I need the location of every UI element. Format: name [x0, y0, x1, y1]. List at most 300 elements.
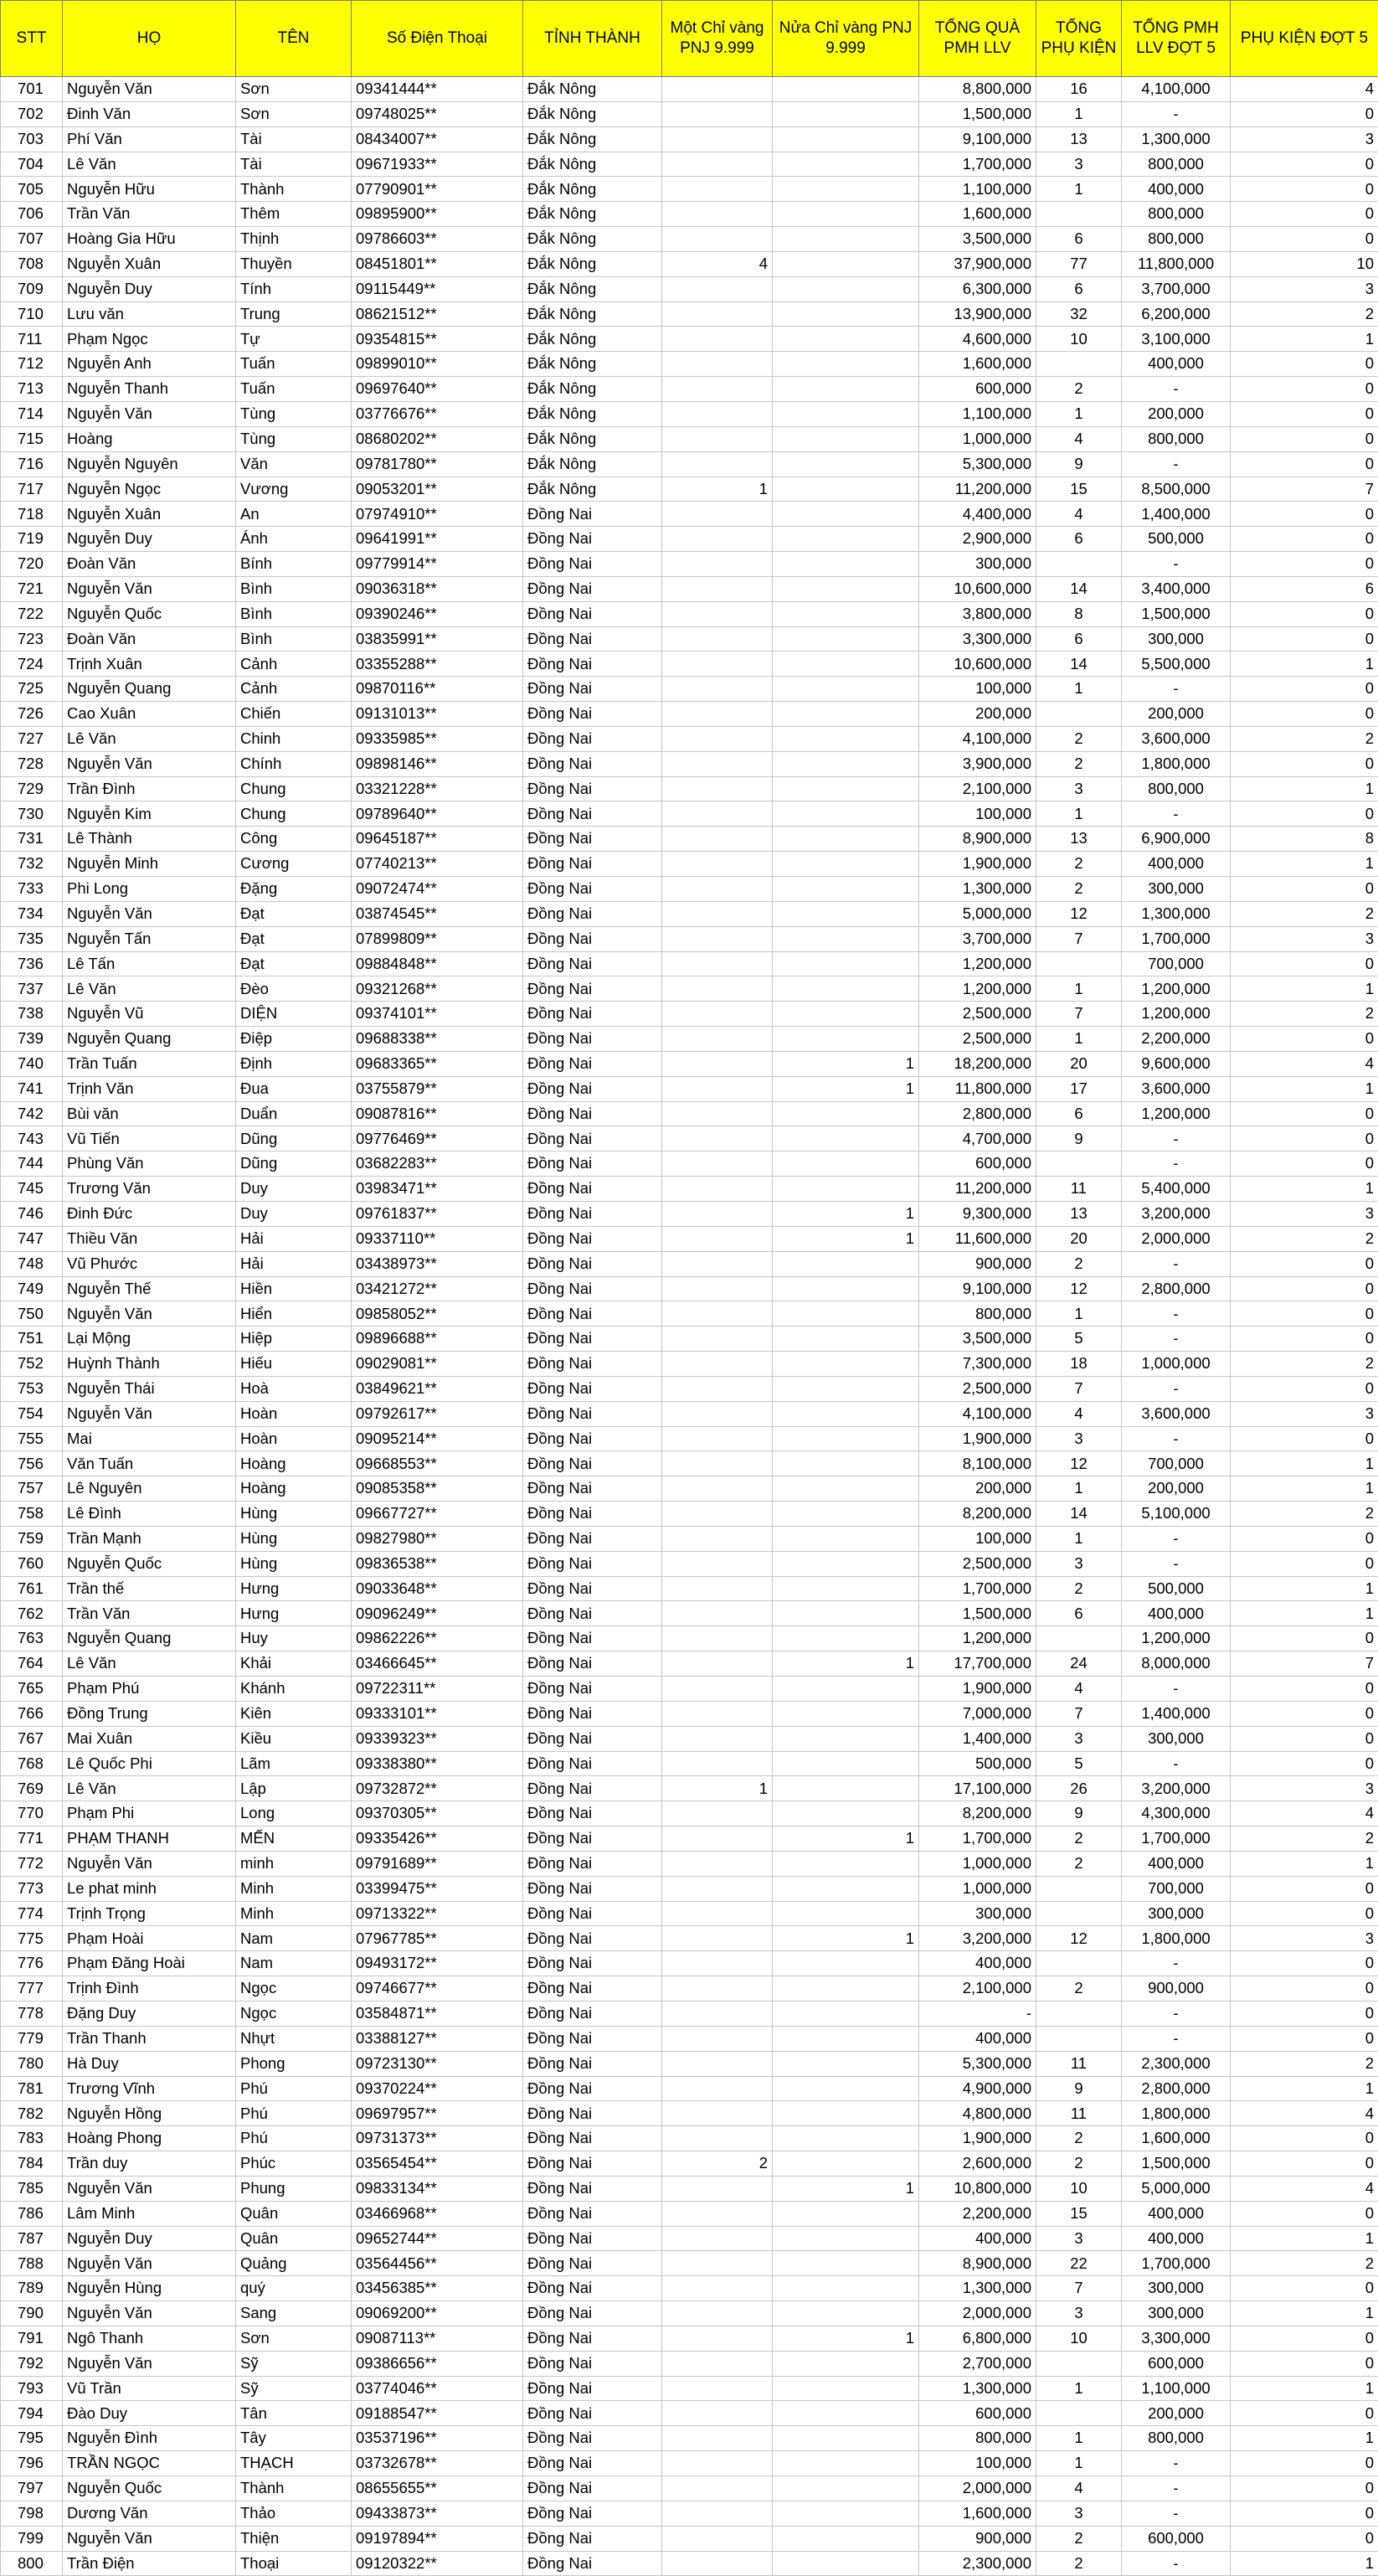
- cell-stt[interactable]: 770: [1, 1801, 63, 1826]
- cell-voucher-round5[interactable]: 1,300,000: [1122, 901, 1231, 926]
- cell-phone[interactable]: 09321268**: [352, 976, 523, 1002]
- cell-accessories-round5[interactable]: 0: [1231, 1901, 1378, 1926]
- cell-ho[interactable]: Văn Tuấn: [63, 1451, 236, 1476]
- cell-total-voucher[interactable]: 10,800,000: [919, 2176, 1036, 2201]
- cell-province[interactable]: Đồng Nai: [523, 1801, 662, 1826]
- cell-total-accessories[interactable]: 20: [1036, 1226, 1122, 1251]
- cell-ten[interactable]: Hiền: [236, 1276, 352, 1301]
- cell-half-chi-gold[interactable]: [773, 1502, 919, 1527]
- cell-phone[interactable]: 09667727**: [352, 1502, 523, 1527]
- cell-voucher-round5[interactable]: 6,900,000: [1122, 827, 1231, 852]
- cell-accessories-round5[interactable]: 0: [1231, 2151, 1378, 2177]
- cell-ten[interactable]: Chung: [236, 776, 352, 801]
- cell-phone[interactable]: 09761837**: [352, 1201, 523, 1226]
- cell-half-chi-gold[interactable]: [773, 951, 919, 976]
- cell-one-chi-gold[interactable]: [662, 2176, 773, 2201]
- cell-total-accessories[interactable]: 4: [1036, 426, 1122, 451]
- cell-accessories-round5[interactable]: 2: [1231, 1352, 1378, 1377]
- cell-accessories-round5[interactable]: 4: [1231, 1801, 1378, 1826]
- cell-total-accessories[interactable]: 77: [1036, 251, 1122, 276]
- cell-phone[interactable]: 09827980**: [352, 1526, 523, 1551]
- cell-accessories-round5[interactable]: 0: [1231, 1626, 1378, 1651]
- cell-phone[interactable]: 09095214**: [352, 1426, 523, 1451]
- header-ten[interactable]: TÊN: [236, 1, 352, 77]
- cell-one-chi-gold[interactable]: [662, 2276, 773, 2301]
- cell-one-chi-gold[interactable]: [662, 877, 773, 902]
- cell-stt[interactable]: 759: [1, 1526, 63, 1551]
- cell-half-chi-gold[interactable]: [773, 1177, 919, 1202]
- cell-ho[interactable]: Nguyễn Văn: [63, 1401, 236, 1426]
- cell-one-chi-gold[interactable]: [662, 2126, 773, 2151]
- cell-ho[interactable]: Nguyễn Văn: [63, 1851, 236, 1876]
- cell-total-voucher[interactable]: 2,500,000: [919, 1002, 1036, 1027]
- cell-phone[interactable]: 09096249**: [352, 1601, 523, 1626]
- cell-total-accessories[interactable]: 6: [1036, 227, 1122, 252]
- cell-accessories-round5[interactable]: 0: [1231, 1251, 1378, 1276]
- cell-half-chi-gold[interactable]: [773, 377, 919, 402]
- cell-total-voucher[interactable]: 1,900,000: [919, 1677, 1036, 1702]
- cell-total-voucher[interactable]: 1,500,000: [919, 1601, 1036, 1626]
- cell-ho[interactable]: Phùng Văn: [63, 1151, 236, 1177]
- cell-voucher-round5[interactable]: 800,000: [1122, 227, 1231, 252]
- cell-accessories-round5[interactable]: 6: [1231, 576, 1378, 601]
- cell-total-voucher[interactable]: 400,000: [919, 2026, 1036, 2051]
- cell-phone[interactable]: 03584871**: [352, 2001, 523, 2026]
- cell-one-chi-gold[interactable]: [662, 2401, 773, 2426]
- cell-accessories-round5[interactable]: 0: [1231, 1951, 1378, 1976]
- cell-province[interactable]: Đồng Nai: [523, 2351, 662, 2376]
- cell-total-voucher[interactable]: 200,000: [919, 1476, 1036, 1502]
- cell-ho[interactable]: Trần Mạnh: [63, 1526, 236, 1551]
- cell-stt[interactable]: 744: [1, 1151, 63, 1177]
- cell-half-chi-gold[interactable]: [773, 477, 919, 502]
- cell-one-chi-gold[interactable]: 2: [662, 2151, 773, 2177]
- cell-phone[interactable]: 09671933**: [352, 152, 523, 177]
- cell-voucher-round5[interactable]: 5,100,000: [1122, 1502, 1231, 1527]
- cell-phone[interactable]: 09697957**: [352, 2101, 523, 2126]
- cell-ho[interactable]: Lê Văn: [63, 1776, 236, 1801]
- cell-province[interactable]: Đắk Nông: [523, 401, 662, 426]
- cell-half-chi-gold[interactable]: [773, 301, 919, 327]
- cell-province[interactable]: Đồng Nai: [523, 1002, 662, 1027]
- cell-total-voucher[interactable]: 1,700,000: [919, 1576, 1036, 1601]
- cell-ten[interactable]: Khánh: [236, 1677, 352, 1702]
- cell-accessories-round5[interactable]: 7: [1231, 477, 1378, 502]
- cell-total-accessories[interactable]: [1036, 1876, 1122, 1901]
- cell-voucher-round5[interactable]: 5,000,000: [1122, 2176, 1231, 2201]
- cell-ho[interactable]: Nguyễn Văn: [63, 2251, 236, 2276]
- cell-voucher-round5[interactable]: 300,000: [1122, 2301, 1231, 2326]
- cell-one-chi-gold[interactable]: [662, 1826, 773, 1852]
- cell-ho[interactable]: Nguyễn Quang: [63, 1027, 236, 1052]
- cell-province[interactable]: Đồng Nai: [523, 2001, 662, 2026]
- cell-stt[interactable]: 721: [1, 576, 63, 601]
- header-total-voucher[interactable]: TỔNG QUÀ PMH LLV: [919, 1, 1036, 77]
- cell-ho[interactable]: Nguyễn Văn: [63, 901, 236, 926]
- cell-half-chi-gold[interactable]: [773, 877, 919, 902]
- cell-ten[interactable]: Cảnh: [236, 677, 352, 702]
- cell-total-accessories[interactable]: [1036, 1151, 1122, 1177]
- cell-phone[interactable]: 03849621**: [352, 1376, 523, 1401]
- cell-stt[interactable]: 709: [1, 276, 63, 301]
- cell-province[interactable]: Đồng Nai: [523, 1126, 662, 1151]
- cell-voucher-round5[interactable]: 300,000: [1122, 1901, 1231, 1926]
- cell-half-chi-gold[interactable]: [773, 352, 919, 377]
- cell-one-chi-gold[interactable]: [662, 77, 773, 102]
- cell-total-voucher[interactable]: 2,500,000: [919, 1551, 1036, 1576]
- cell-phone[interactable]: 09120322**: [352, 2551, 523, 2576]
- cell-ho[interactable]: Nguyễn Văn: [63, 2176, 236, 2201]
- cell-voucher-round5[interactable]: 800,000: [1122, 2426, 1231, 2451]
- cell-voucher-round5[interactable]: 4,100,000: [1122, 77, 1231, 102]
- cell-voucher-round5[interactable]: 3,600,000: [1122, 1401, 1231, 1426]
- cell-ten[interactable]: Bình: [236, 626, 352, 652]
- cell-province[interactable]: Đồng Nai: [523, 2201, 662, 2226]
- cell-one-chi-gold[interactable]: [662, 2376, 773, 2401]
- cell-total-accessories[interactable]: 20: [1036, 1051, 1122, 1076]
- cell-half-chi-gold[interactable]: [773, 2101, 919, 2126]
- cell-total-voucher[interactable]: 13,900,000: [919, 301, 1036, 327]
- cell-stt[interactable]: 793: [1, 2376, 63, 2401]
- cell-phone[interactable]: 03466645**: [352, 1651, 523, 1677]
- cell-ho[interactable]: Lê Văn: [63, 152, 236, 177]
- cell-one-chi-gold[interactable]: [662, 2251, 773, 2276]
- cell-half-chi-gold[interactable]: [773, 852, 919, 877]
- cell-ten[interactable]: Phú: [236, 2101, 352, 2126]
- cell-ten[interactable]: Tây: [236, 2426, 352, 2451]
- cell-total-accessories[interactable]: 1: [1036, 1301, 1122, 1327]
- cell-half-chi-gold[interactable]: [773, 1352, 919, 1377]
- cell-ten[interactable]: Đạt: [236, 901, 352, 926]
- cell-ten[interactable]: Nam: [236, 1926, 352, 1951]
- cell-province[interactable]: Đồng Nai: [523, 1651, 662, 1677]
- cell-stt[interactable]: 740: [1, 1051, 63, 1076]
- cell-total-voucher[interactable]: 800,000: [919, 1301, 1036, 1327]
- cell-accessories-round5[interactable]: 0: [1231, 1677, 1378, 1702]
- cell-accessories-round5[interactable]: 0: [1231, 1101, 1378, 1126]
- cell-half-chi-gold[interactable]: [773, 2276, 919, 2301]
- cell-phone[interactable]: 09386656**: [352, 2351, 523, 2376]
- cell-province[interactable]: Đồng Nai: [523, 1251, 662, 1276]
- cell-one-chi-gold[interactable]: [662, 1027, 773, 1052]
- cell-stt[interactable]: 725: [1, 677, 63, 702]
- cell-accessories-round5[interactable]: 0: [1231, 2326, 1378, 2351]
- cell-province[interactable]: Đồng Nai: [523, 1751, 662, 1776]
- cell-total-accessories[interactable]: 13: [1036, 827, 1122, 852]
- cell-ten[interactable]: minh: [236, 1851, 352, 1876]
- cell-total-accessories[interactable]: 2: [1036, 1826, 1122, 1852]
- cell-phone[interactable]: 09896688**: [352, 1327, 523, 1352]
- cell-total-voucher[interactable]: 8,200,000: [919, 1502, 1036, 1527]
- cell-voucher-round5[interactable]: 3,100,000: [1122, 327, 1231, 352]
- cell-ho[interactable]: Nguyễn Hữu: [63, 177, 236, 202]
- cell-ten[interactable]: Chiến: [236, 702, 352, 727]
- cell-total-voucher[interactable]: 1,300,000: [919, 877, 1036, 902]
- cell-phone[interactable]: 09668553**: [352, 1451, 523, 1476]
- cell-province[interactable]: Đồng Nai: [523, 1352, 662, 1377]
- cell-accessories-round5[interactable]: 1: [1231, 652, 1378, 677]
- cell-total-accessories[interactable]: 7: [1036, 1002, 1122, 1027]
- cell-accessories-round5[interactable]: 4: [1231, 1051, 1378, 1076]
- cell-total-voucher[interactable]: 1,200,000: [919, 976, 1036, 1002]
- cell-phone[interactable]: 09789640**: [352, 801, 523, 827]
- cell-ho[interactable]: Trịnh Đình: [63, 1976, 236, 2002]
- cell-total-voucher[interactable]: 10,600,000: [919, 652, 1036, 677]
- cell-total-voucher[interactable]: 1,900,000: [919, 2126, 1036, 2151]
- cell-one-chi-gold[interactable]: [662, 1677, 773, 1702]
- cell-voucher-round5[interactable]: -: [1122, 1426, 1231, 1451]
- cell-ho[interactable]: Lê Văn: [63, 726, 236, 751]
- cell-province[interactable]: Đồng Nai: [523, 852, 662, 877]
- cell-half-chi-gold[interactable]: [773, 1901, 919, 1926]
- cell-ten[interactable]: Nhựt: [236, 2026, 352, 2051]
- cell-ten[interactable]: Tài: [236, 152, 352, 177]
- cell-ten[interactable]: Hiệp: [236, 1327, 352, 1352]
- cell-province[interactable]: Đồng Nai: [523, 1776, 662, 1801]
- cell-total-voucher[interactable]: 400,000: [919, 1951, 1036, 1976]
- cell-accessories-round5[interactable]: 0: [1231, 202, 1378, 227]
- cell-stt[interactable]: 792: [1, 2351, 63, 2376]
- cell-accessories-round5[interactable]: 0: [1231, 2126, 1378, 2151]
- cell-ten[interactable]: Đặng: [236, 877, 352, 902]
- header-ho[interactable]: HỌ: [63, 1, 236, 77]
- cell-accessories-round5[interactable]: 1: [1231, 2076, 1378, 2101]
- cell-voucher-round5[interactable]: 400,000: [1122, 852, 1231, 877]
- cell-stt[interactable]: 776: [1, 1951, 63, 1976]
- cell-ho[interactable]: Mai: [63, 1426, 236, 1451]
- cell-total-accessories[interactable]: 7: [1036, 2276, 1122, 2301]
- cell-accessories-round5[interactable]: 0: [1231, 2451, 1378, 2476]
- cell-ho[interactable]: Mai Xuân: [63, 1726, 236, 1751]
- cell-half-chi-gold[interactable]: 1: [773, 1826, 919, 1852]
- cell-total-accessories[interactable]: 1: [1036, 177, 1122, 202]
- cell-one-chi-gold[interactable]: [662, 1601, 773, 1626]
- cell-phone[interactable]: 09337110**: [352, 1226, 523, 1251]
- cell-voucher-round5[interactable]: 1,700,000: [1122, 2251, 1231, 2276]
- cell-phone[interactable]: 03438973**: [352, 1251, 523, 1276]
- cell-total-voucher[interactable]: 1,600,000: [919, 352, 1036, 377]
- cell-total-accessories[interactable]: [1036, 2351, 1122, 2376]
- header-half-chi-gold[interactable]: Nửa Chỉ vàng PNJ 9.999: [773, 1, 919, 77]
- cell-phone[interactable]: 09433873**: [352, 2501, 523, 2526]
- cell-phone[interactable]: 09688338**: [352, 1027, 523, 1052]
- cell-one-chi-gold[interactable]: [662, 901, 773, 926]
- cell-one-chi-gold[interactable]: [662, 426, 773, 451]
- cell-ho[interactable]: Nguyễn Đình: [63, 2426, 236, 2451]
- cell-phone[interactable]: 03564456**: [352, 2251, 523, 2276]
- cell-one-chi-gold[interactable]: [662, 1551, 773, 1576]
- cell-total-accessories[interactable]: 12: [1036, 1451, 1122, 1476]
- cell-half-chi-gold[interactable]: [773, 2051, 919, 2076]
- cell-half-chi-gold[interactable]: [773, 1151, 919, 1177]
- cell-province[interactable]: Đồng Nai: [523, 1051, 662, 1076]
- cell-one-chi-gold[interactable]: [662, 2001, 773, 2026]
- cell-one-chi-gold[interactable]: [662, 1502, 773, 1527]
- cell-ten[interactable]: Tuấn: [236, 352, 352, 377]
- cell-total-voucher[interactable]: 2,900,000: [919, 527, 1036, 552]
- cell-province[interactable]: Đồng Nai: [523, 976, 662, 1002]
- cell-total-voucher[interactable]: 600,000: [919, 2401, 1036, 2426]
- cell-stt[interactable]: 746: [1, 1201, 63, 1226]
- cell-accessories-round5[interactable]: 0: [1231, 227, 1378, 252]
- cell-total-accessories[interactable]: 12: [1036, 1926, 1122, 1951]
- cell-ho[interactable]: Nguyễn Tấn: [63, 926, 236, 951]
- cell-voucher-round5[interactable]: 3,700,000: [1122, 276, 1231, 301]
- cell-ten[interactable]: Hoà: [236, 1376, 352, 1401]
- cell-half-chi-gold[interactable]: [773, 327, 919, 352]
- cell-half-chi-gold[interactable]: [773, 152, 919, 177]
- cell-province[interactable]: Đắk Nông: [523, 276, 662, 301]
- cell-accessories-round5[interactable]: 1: [1231, 1451, 1378, 1476]
- cell-voucher-round5[interactable]: 2,800,000: [1122, 1276, 1231, 1301]
- cell-half-chi-gold[interactable]: [773, 901, 919, 926]
- cell-voucher-round5[interactable]: 1,400,000: [1122, 1701, 1231, 1726]
- cell-total-accessories[interactable]: [1036, 951, 1122, 976]
- cell-phone[interactable]: 09652744**: [352, 2226, 523, 2251]
- cell-total-voucher[interactable]: -: [919, 2001, 1036, 2026]
- cell-total-accessories[interactable]: [1036, 1951, 1122, 1976]
- cell-voucher-round5[interactable]: 700,000: [1122, 951, 1231, 976]
- cell-half-chi-gold[interactable]: [773, 1601, 919, 1626]
- cell-province[interactable]: Đồng Nai: [523, 1526, 662, 1551]
- cell-total-voucher[interactable]: 400,000: [919, 2226, 1036, 2251]
- cell-voucher-round5[interactable]: 600,000: [1122, 2526, 1231, 2551]
- cell-total-accessories[interactable]: 9: [1036, 2076, 1122, 2101]
- cell-half-chi-gold[interactable]: [773, 1327, 919, 1352]
- cell-accessories-round5[interactable]: 0: [1231, 101, 1378, 126]
- cell-accessories-round5[interactable]: 3: [1231, 1401, 1378, 1426]
- cell-stt[interactable]: 704: [1, 152, 63, 177]
- cell-ho[interactable]: Phạm Đăng Hoài: [63, 1951, 236, 1976]
- cell-voucher-round5[interactable]: 2,800,000: [1122, 2076, 1231, 2101]
- cell-total-voucher[interactable]: 4,900,000: [919, 2076, 1036, 2101]
- cell-ten[interactable]: THẠCH: [236, 2451, 352, 2476]
- cell-one-chi-gold[interactable]: [662, 1376, 773, 1401]
- cell-voucher-round5[interactable]: -: [1122, 1376, 1231, 1401]
- cell-ten[interactable]: Đạt: [236, 951, 352, 976]
- cell-ten[interactable]: Đạt: [236, 926, 352, 951]
- cell-half-chi-gold[interactable]: [773, 576, 919, 601]
- cell-voucher-round5[interactable]: 300,000: [1122, 626, 1231, 652]
- cell-ten[interactable]: Bình: [236, 576, 352, 601]
- cell-phone[interactable]: 09390246**: [352, 601, 523, 626]
- cell-half-chi-gold[interactable]: 1: [773, 2326, 919, 2351]
- cell-stt[interactable]: 751: [1, 1327, 63, 1352]
- cell-ten[interactable]: Tân: [236, 2401, 352, 2426]
- cell-total-accessories[interactable]: 5: [1036, 1751, 1122, 1776]
- cell-half-chi-gold[interactable]: [773, 101, 919, 126]
- cell-province[interactable]: Đồng Nai: [523, 1851, 662, 1876]
- cell-stt[interactable]: 800: [1, 2551, 63, 2576]
- cell-stt[interactable]: 706: [1, 202, 63, 227]
- cell-stt[interactable]: 720: [1, 552, 63, 577]
- cell-phone[interactable]: 08434007**: [352, 126, 523, 152]
- cell-accessories-round5[interactable]: 1: [1231, 2426, 1378, 2451]
- cell-half-chi-gold[interactable]: [773, 2351, 919, 2376]
- cell-stt[interactable]: 727: [1, 726, 63, 751]
- cell-phone[interactable]: 03456385**: [352, 2276, 523, 2301]
- cell-province[interactable]: Đồng Nai: [523, 677, 662, 702]
- cell-accessories-round5[interactable]: 0: [1231, 1376, 1378, 1401]
- cell-one-chi-gold[interactable]: [662, 552, 773, 577]
- cell-total-accessories[interactable]: 18: [1036, 1352, 1122, 1377]
- cell-voucher-round5[interactable]: 200,000: [1122, 401, 1231, 426]
- cell-total-voucher[interactable]: 1,000,000: [919, 1851, 1036, 1876]
- header-province[interactable]: TỈNH THÀNH: [523, 1, 662, 77]
- cell-ten[interactable]: MẾN: [236, 1826, 352, 1852]
- cell-voucher-round5[interactable]: 9,600,000: [1122, 1051, 1231, 1076]
- cell-total-voucher[interactable]: 200,000: [919, 702, 1036, 727]
- cell-voucher-round5[interactable]: 2,000,000: [1122, 1226, 1231, 1251]
- header-phone[interactable]: Số Điện Thoại: [352, 1, 523, 77]
- cell-stt[interactable]: 723: [1, 626, 63, 652]
- cell-one-chi-gold[interactable]: [662, 227, 773, 252]
- cell-total-accessories[interactable]: 3: [1036, 152, 1122, 177]
- cell-phone[interactable]: 03388127**: [352, 2026, 523, 2051]
- cell-one-chi-gold[interactable]: [662, 1626, 773, 1651]
- cell-stt[interactable]: 772: [1, 1851, 63, 1876]
- cell-half-chi-gold[interactable]: [773, 2251, 919, 2276]
- cell-stt[interactable]: 750: [1, 1301, 63, 1327]
- cell-total-accessories[interactable]: 8: [1036, 601, 1122, 626]
- cell-accessories-round5[interactable]: 4: [1231, 77, 1378, 102]
- cell-stt[interactable]: 729: [1, 776, 63, 801]
- cell-province[interactable]: Đồng Nai: [523, 1226, 662, 1251]
- cell-half-chi-gold[interactable]: [773, 2126, 919, 2151]
- cell-ho[interactable]: Đoàn Văn: [63, 626, 236, 652]
- cell-phone[interactable]: 03399475**: [352, 1876, 523, 1901]
- cell-half-chi-gold[interactable]: [773, 1551, 919, 1576]
- cell-one-chi-gold[interactable]: [662, 1751, 773, 1776]
- cell-total-accessories[interactable]: 11: [1036, 1177, 1122, 1202]
- cell-province[interactable]: Đắk Nông: [523, 202, 662, 227]
- cell-accessories-round5[interactable]: 2: [1231, 2251, 1378, 2276]
- cell-voucher-round5[interactable]: 900,000: [1122, 1976, 1231, 2002]
- cell-phone[interactable]: 09748025**: [352, 101, 523, 126]
- cell-accessories-round5[interactable]: 0: [1231, 1126, 1378, 1151]
- cell-province[interactable]: Đồng Nai: [523, 2476, 662, 2501]
- cell-province[interactable]: Đồng Nai: [523, 1301, 662, 1327]
- cell-accessories-round5[interactable]: 0: [1231, 1876, 1378, 1901]
- cell-phone[interactable]: 09884848**: [352, 951, 523, 976]
- cell-ten[interactable]: Cương: [236, 852, 352, 877]
- cell-phone[interactable]: 03776676**: [352, 401, 523, 426]
- cell-phone[interactable]: 03774046**: [352, 2376, 523, 2401]
- cell-total-voucher[interactable]: 300,000: [919, 552, 1036, 577]
- cell-stt[interactable]: 702: [1, 101, 63, 126]
- cell-province[interactable]: Đồng Nai: [523, 502, 662, 527]
- cell-total-accessories[interactable]: 3: [1036, 1426, 1122, 1451]
- cell-one-chi-gold[interactable]: [662, 702, 773, 727]
- cell-province[interactable]: Đồng Nai: [523, 702, 662, 727]
- cell-stt[interactable]: 730: [1, 801, 63, 827]
- cell-voucher-round5[interactable]: 1,700,000: [1122, 1826, 1231, 1852]
- cell-ho[interactable]: Lê Tấn: [63, 951, 236, 976]
- cell-total-voucher[interactable]: 2,100,000: [919, 776, 1036, 801]
- cell-half-chi-gold[interactable]: [773, 2201, 919, 2226]
- cell-accessories-round5[interactable]: 0: [1231, 1301, 1378, 1327]
- cell-ten[interactable]: Sơn: [236, 101, 352, 126]
- cell-province[interactable]: Đồng Nai: [523, 1951, 662, 1976]
- cell-ho[interactable]: Lê Quốc Phi: [63, 1751, 236, 1776]
- cell-one-chi-gold[interactable]: [662, 726, 773, 751]
- cell-half-chi-gold[interactable]: [773, 2476, 919, 2501]
- cell-half-chi-gold[interactable]: [773, 276, 919, 301]
- cell-one-chi-gold[interactable]: [662, 2526, 773, 2551]
- cell-total-voucher[interactable]: 3,700,000: [919, 926, 1036, 951]
- cell-voucher-round5[interactable]: 1,200,000: [1122, 1101, 1231, 1126]
- cell-accessories-round5[interactable]: 0: [1231, 2501, 1378, 2526]
